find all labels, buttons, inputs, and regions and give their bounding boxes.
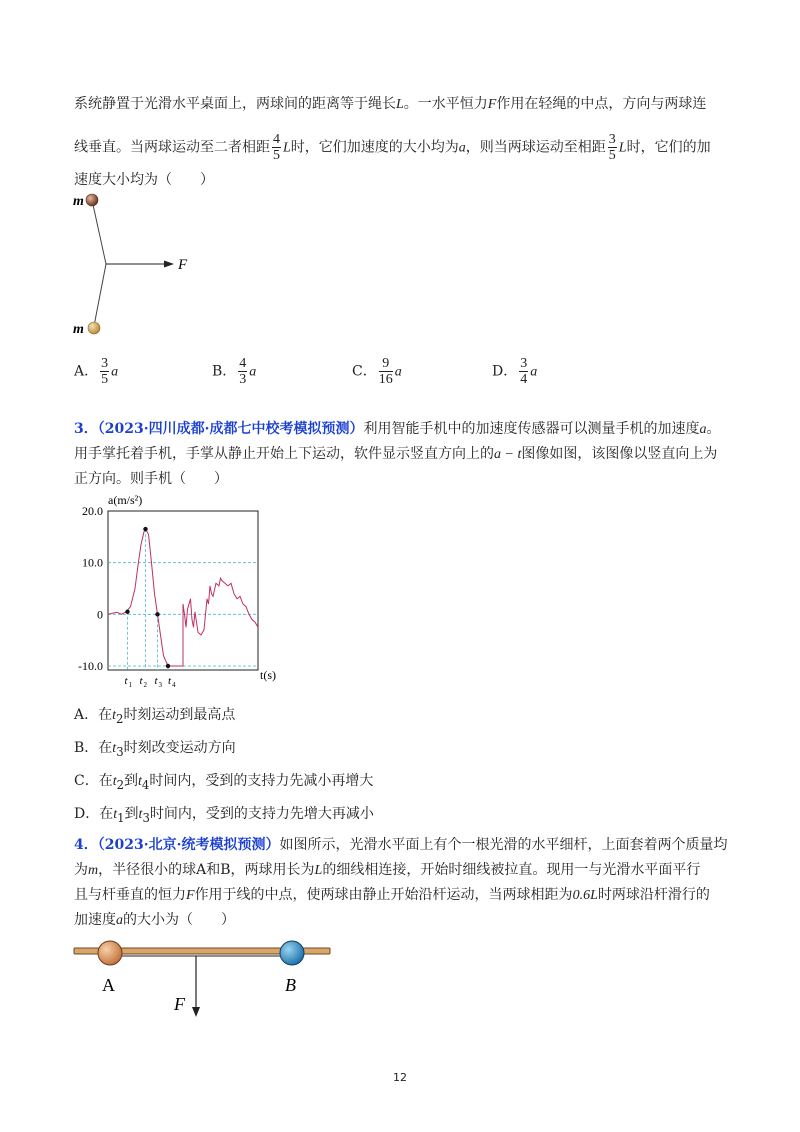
- mass-bottom-label: m: [73, 322, 84, 337]
- var-L: L: [618, 140, 627, 156]
- frac-denominator: 5: [608, 148, 616, 163]
- q4-line-1: [74, 835, 727, 855]
- option-text: 在: [98, 707, 113, 723]
- q3-number: 3．: [74, 421, 98, 437]
- q2-line-1: [74, 94, 706, 115]
- marker-sub-t1: 1: [128, 681, 132, 689]
- mass-top-ball: [86, 194, 98, 206]
- q4-text: 且与杆垂直的恒力: [74, 887, 186, 903]
- marker-dot-t3: [155, 612, 159, 616]
- q3-option-c[interactable]: [74, 771, 373, 795]
- option-label: A．: [74, 363, 99, 380]
- q2-option-a[interactable]: [74, 356, 118, 387]
- subscript: 1: [117, 810, 125, 825]
- marker-label-t2: t: [139, 675, 143, 687]
- q4-number: 4．: [74, 837, 98, 853]
- option-fraction: [379, 356, 393, 387]
- mass-bottom-ball: [88, 322, 100, 334]
- q3-source: （2023·四川成都·成都七中校考模拟预测）: [97, 421, 364, 437]
- option-fraction: [519, 356, 528, 387]
- force-label: F: [178, 257, 188, 273]
- option-label: D．: [492, 363, 518, 380]
- y-tick-label: 10.0: [82, 555, 103, 570]
- option-label: C．: [74, 773, 99, 789]
- subscript: 4: [141, 777, 150, 792]
- frac-denominator: 16: [378, 372, 393, 387]
- option-label: A．: [74, 707, 99, 723]
- frac-numerator: 3: [520, 356, 528, 371]
- q4-text: 如图所示，光滑水平面上有个一根光滑的水平细杆，上面套着两个质量均: [279, 837, 728, 853]
- var-t: t: [112, 741, 117, 756]
- var-m: m: [88, 863, 99, 878]
- var-a: a: [111, 364, 119, 380]
- chart-x-axis-label: t(s): [260, 668, 276, 682]
- ball-b: [280, 941, 304, 965]
- force-arrow-head: [164, 261, 174, 268]
- chart-marker-lines: [128, 529, 169, 670]
- q3-at-chart: [70, 490, 290, 690]
- var-t: t: [112, 708, 117, 723]
- q3-line-1: 3．（2023·四川成都·成都七中校考模拟预测）利用智能手机中的加速度传感器可以测量手机的加速度a。: [74, 421, 721, 437]
- frac-numerator: 4: [273, 132, 280, 147]
- option-text: 到: [124, 806, 139, 822]
- q3-option-a[interactable]: [74, 705, 235, 729]
- frac-numerator: 4: [239, 356, 247, 371]
- q4-text: 的细线相连接，开始时细线被拉直。现用一与光滑水平面平行: [322, 862, 701, 878]
- page-number: 12: [393, 1071, 407, 1084]
- ball-a-label: A: [102, 975, 115, 995]
- option-fraction: [100, 356, 109, 387]
- chart-y-axis-label: a(m/s²): [108, 493, 143, 507]
- subscript: 3: [142, 810, 150, 825]
- frac-denominator: 5: [273, 148, 280, 163]
- marker-sub-t4: 4: [172, 681, 176, 689]
- var-L: L: [396, 97, 404, 112]
- q2-text: 线垂直。当两球运动至二者相距: [74, 139, 270, 156]
- var-a: a: [116, 913, 123, 928]
- option-label: D．: [74, 806, 100, 822]
- force-arrow-head: [192, 1007, 200, 1017]
- q3-text: 图像如图，该图像以竖直向上为: [521, 446, 718, 462]
- q3-text: 用手掌托着手机，手掌从静止开始上下运动，软件显示竖直方向上的: [74, 446, 494, 462]
- q2-text: ，则当两球运动至相距: [465, 139, 606, 156]
- q3-option-b[interactable]: [74, 738, 236, 762]
- option-text: 在: [99, 806, 114, 822]
- q3-text: 利用智能手机中的加速度传感器可以测量手机的加速度: [363, 421, 700, 437]
- option-text: 时刻改变运动方向: [123, 740, 236, 756]
- option-text: 在: [98, 740, 113, 756]
- marker-label-t3: t: [154, 675, 158, 687]
- string-lower: [94, 264, 106, 326]
- option-text: 到: [124, 773, 139, 789]
- q3-line-3: 正方向。则手机（ ）: [74, 471, 228, 487]
- frac-denominator: 4: [520, 372, 528, 387]
- marker-sub-t2: 2: [143, 681, 147, 689]
- q2-option-b[interactable]: [212, 356, 256, 387]
- y-tick-label: -10.0: [78, 659, 103, 673]
- fraction-4-5: [272, 132, 281, 163]
- var-a: a: [699, 422, 707, 437]
- q3-line-2: [74, 444, 717, 465]
- q4-source: （2023·北京·统考模拟预测）: [97, 837, 280, 853]
- option-text: 时刻运动到最高点: [123, 707, 236, 723]
- var-t: t: [113, 807, 118, 822]
- var-L: L: [314, 863, 323, 878]
- var-a-t: a − t: [494, 447, 522, 462]
- q4-text: 加速度: [74, 912, 116, 928]
- option-label: B．: [212, 363, 237, 380]
- var-a: a: [394, 364, 402, 380]
- q2-option-c[interactable]: [352, 356, 402, 387]
- q2-text: 作用在轻绳的中点，方向与两球连: [496, 96, 707, 112]
- option-fraction: [238, 356, 247, 387]
- var-a: a: [530, 364, 538, 380]
- var-t: t: [138, 807, 143, 822]
- var-0-6L: 0.6L: [572, 888, 598, 903]
- y-tick-label: 0: [97, 607, 103, 622]
- marker-sub-t3: 3: [158, 681, 162, 689]
- q2-line-2: [74, 132, 711, 163]
- q2-figure: [68, 188, 208, 343]
- option-label: C．: [352, 363, 377, 380]
- frac-denominator: 3: [239, 372, 247, 387]
- y-tick-label: 20.0: [82, 504, 103, 518]
- q4-text: 作用于线的中点，使两球由静止开始沿杆运动，当两球相距为: [194, 887, 573, 903]
- q4-text: 的大小为（ ）: [123, 912, 235, 928]
- chart-series-line: [108, 529, 258, 666]
- var-a: a: [249, 364, 257, 380]
- marker-label-t1: t: [124, 675, 128, 687]
- var-t: t: [138, 774, 142, 789]
- force-label: F: [174, 994, 185, 1014]
- marker-dot-t1: [125, 610, 129, 614]
- frac-numerator: 3: [101, 356, 109, 371]
- marker-label-t4: t: [168, 675, 172, 687]
- marker-dot-t4: [166, 664, 170, 668]
- frac-denominator: 5: [101, 372, 109, 387]
- q4-text: 为: [74, 862, 88, 878]
- option-text: 时间内，受到的支持力先减小再增大: [149, 773, 374, 789]
- q2-text: 系统静置于光滑水平桌面上，两球间的距离等于绳长: [74, 96, 396, 112]
- subscript: 3: [116, 744, 124, 759]
- option-text: 在: [98, 773, 113, 789]
- string-upper: [92, 200, 106, 264]
- q2-text: 。一水平恒力: [403, 96, 488, 112]
- ball-b-label: B: [285, 975, 296, 995]
- q4-text: ，半径很小的球A和B，两球用长为: [98, 862, 315, 878]
- fraction-3-5: [608, 132, 617, 163]
- q3-option-d[interactable]: [74, 804, 374, 828]
- subscript: 2: [116, 711, 124, 726]
- frac-numerator: 3: [608, 132, 616, 147]
- subscript: 2: [116, 777, 125, 792]
- marker-dot-t2: [143, 527, 147, 531]
- q4-line-2: [74, 860, 700, 881]
- var-t: t: [112, 774, 117, 789]
- q2-option-d[interactable]: [492, 356, 537, 387]
- q2-text: 时，它们的加: [626, 139, 711, 156]
- chart-y-ticks: [78, 504, 103, 673]
- mass-top-label: m: [73, 194, 84, 209]
- q4-line-3: [74, 885, 710, 906]
- var-a: a: [458, 140, 466, 156]
- q2-text: 时，它们加速度的大小均为: [290, 139, 459, 156]
- ball-a: [98, 941, 122, 965]
- q4-figure: [70, 935, 340, 1035]
- frac-numerator: 9: [379, 356, 393, 372]
- var-F: F: [186, 888, 195, 903]
- q4-text: 时两球沿杆滑行的: [597, 887, 710, 903]
- option-text: 时间内，受到的支持力先增大再减小: [149, 806, 374, 822]
- var-F: F: [487, 97, 497, 112]
- var-L: L: [283, 140, 291, 156]
- q4-line-4: [74, 910, 235, 931]
- q2-line-3: 速度大小均为（ ）: [74, 172, 214, 188]
- option-label: B．: [74, 740, 99, 756]
